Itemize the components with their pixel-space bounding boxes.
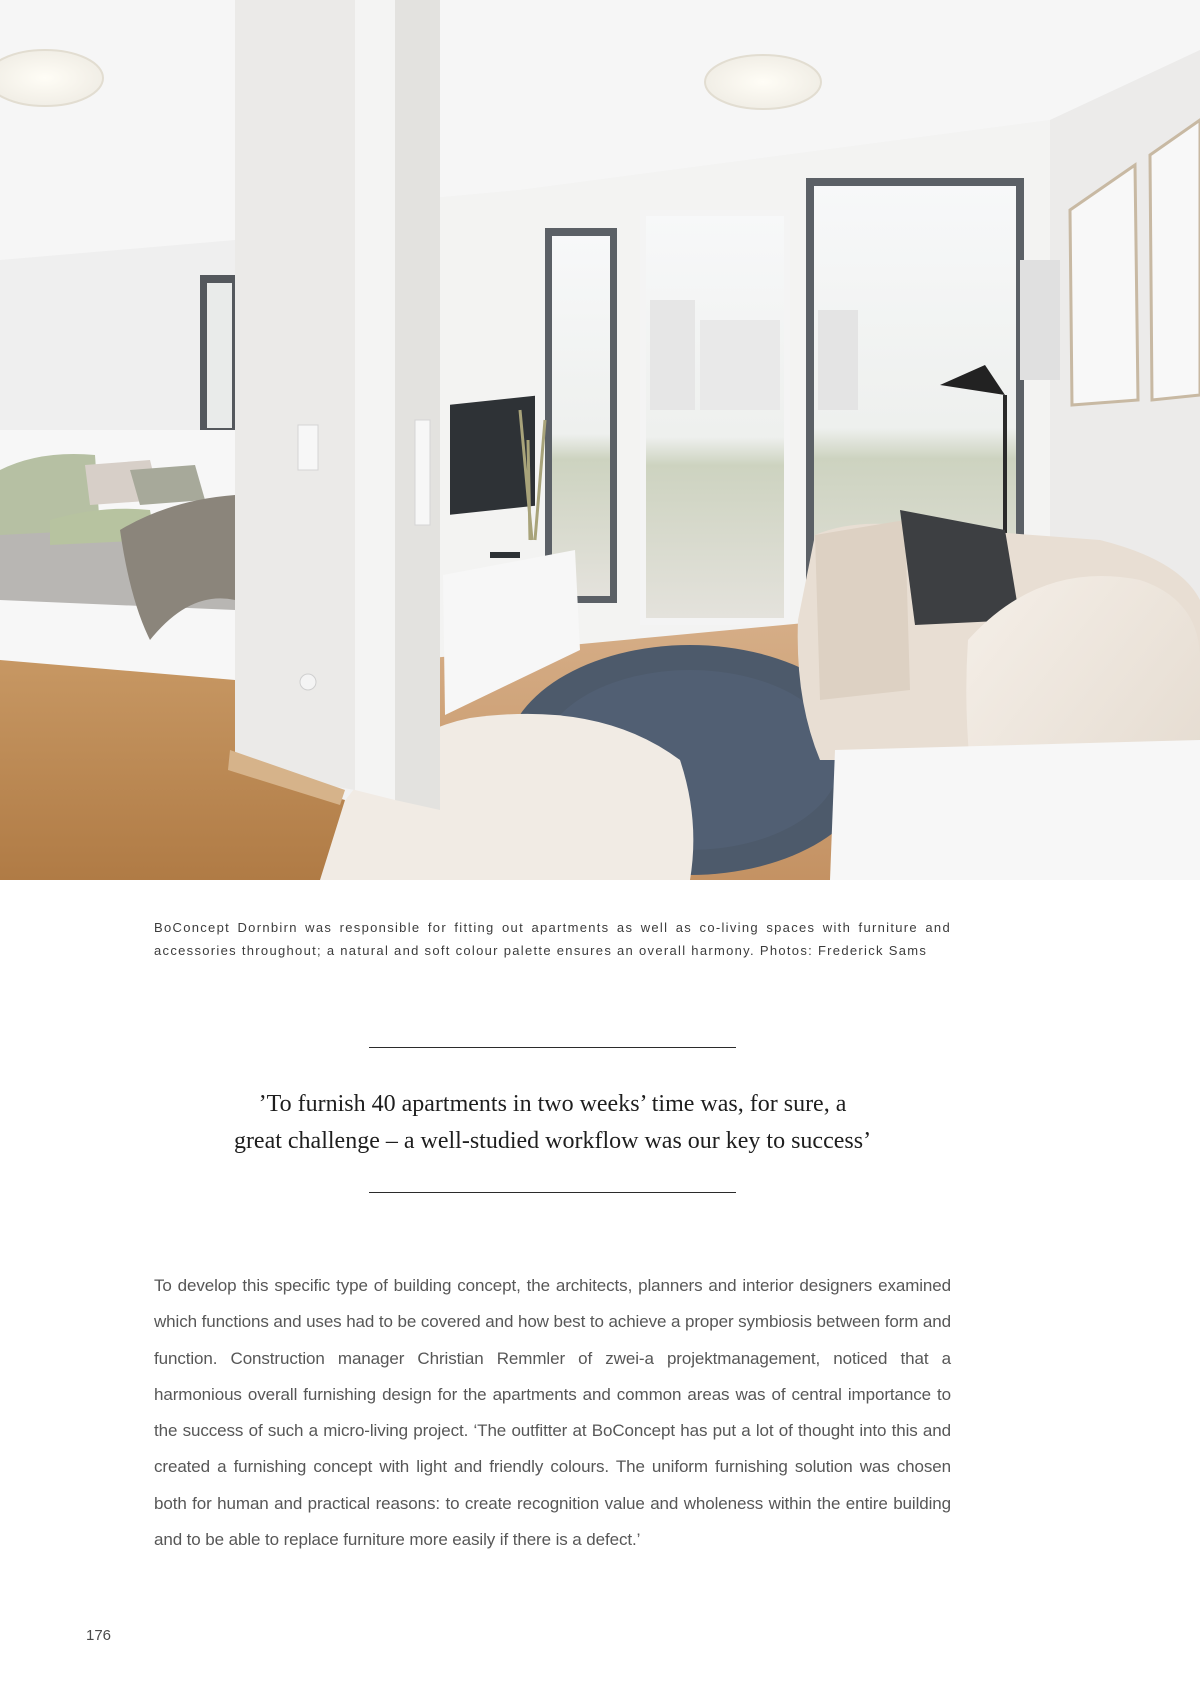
pull-quote xyxy=(200,1086,905,1160)
pullquote-bottom-rule xyxy=(369,1192,736,1193)
page-number: 176 xyxy=(86,1627,112,1644)
pull-quote-line-1: ’To furnish 40 apartments in two weeks’ time was, for sure, a xyxy=(258,1091,847,1117)
photo-caption: BoConcept Dornbirn was responsible for fitting out apartments as well as co-living spaces with furniture and accessories throughout; a natural and soft colour palette ensures an overall harmony. Photos: Frederick Sams xyxy=(154,920,951,958)
pullquote-top-rule xyxy=(369,1047,736,1048)
body-paragraph: To develop this specific type of building concept, the architects, planners and interior designers examined which functions and uses had to be covered and how best to achieve a proper symbiosis between form and function. Construction manager Christian Remmler of zwei-a projektmanagement, noticed that a harmonious overall furnishing design for the apartments and common areas was of central importance to the success of such a micro-living project. ‘The outfitter at BoConcept has put a lot of thought into this and created a furnishing concept with light and friendly colours. The uniform furnishing solution was chosen both for human and practical reasons: to create recognition value and wholeness within the entire building and to be able to replace furniture more easily if there is a defect.’ xyxy=(154,1276,951,1550)
pull-quote-line-2: great challenge – a well-studied workflow was our key to success’ xyxy=(233,1128,872,1154)
